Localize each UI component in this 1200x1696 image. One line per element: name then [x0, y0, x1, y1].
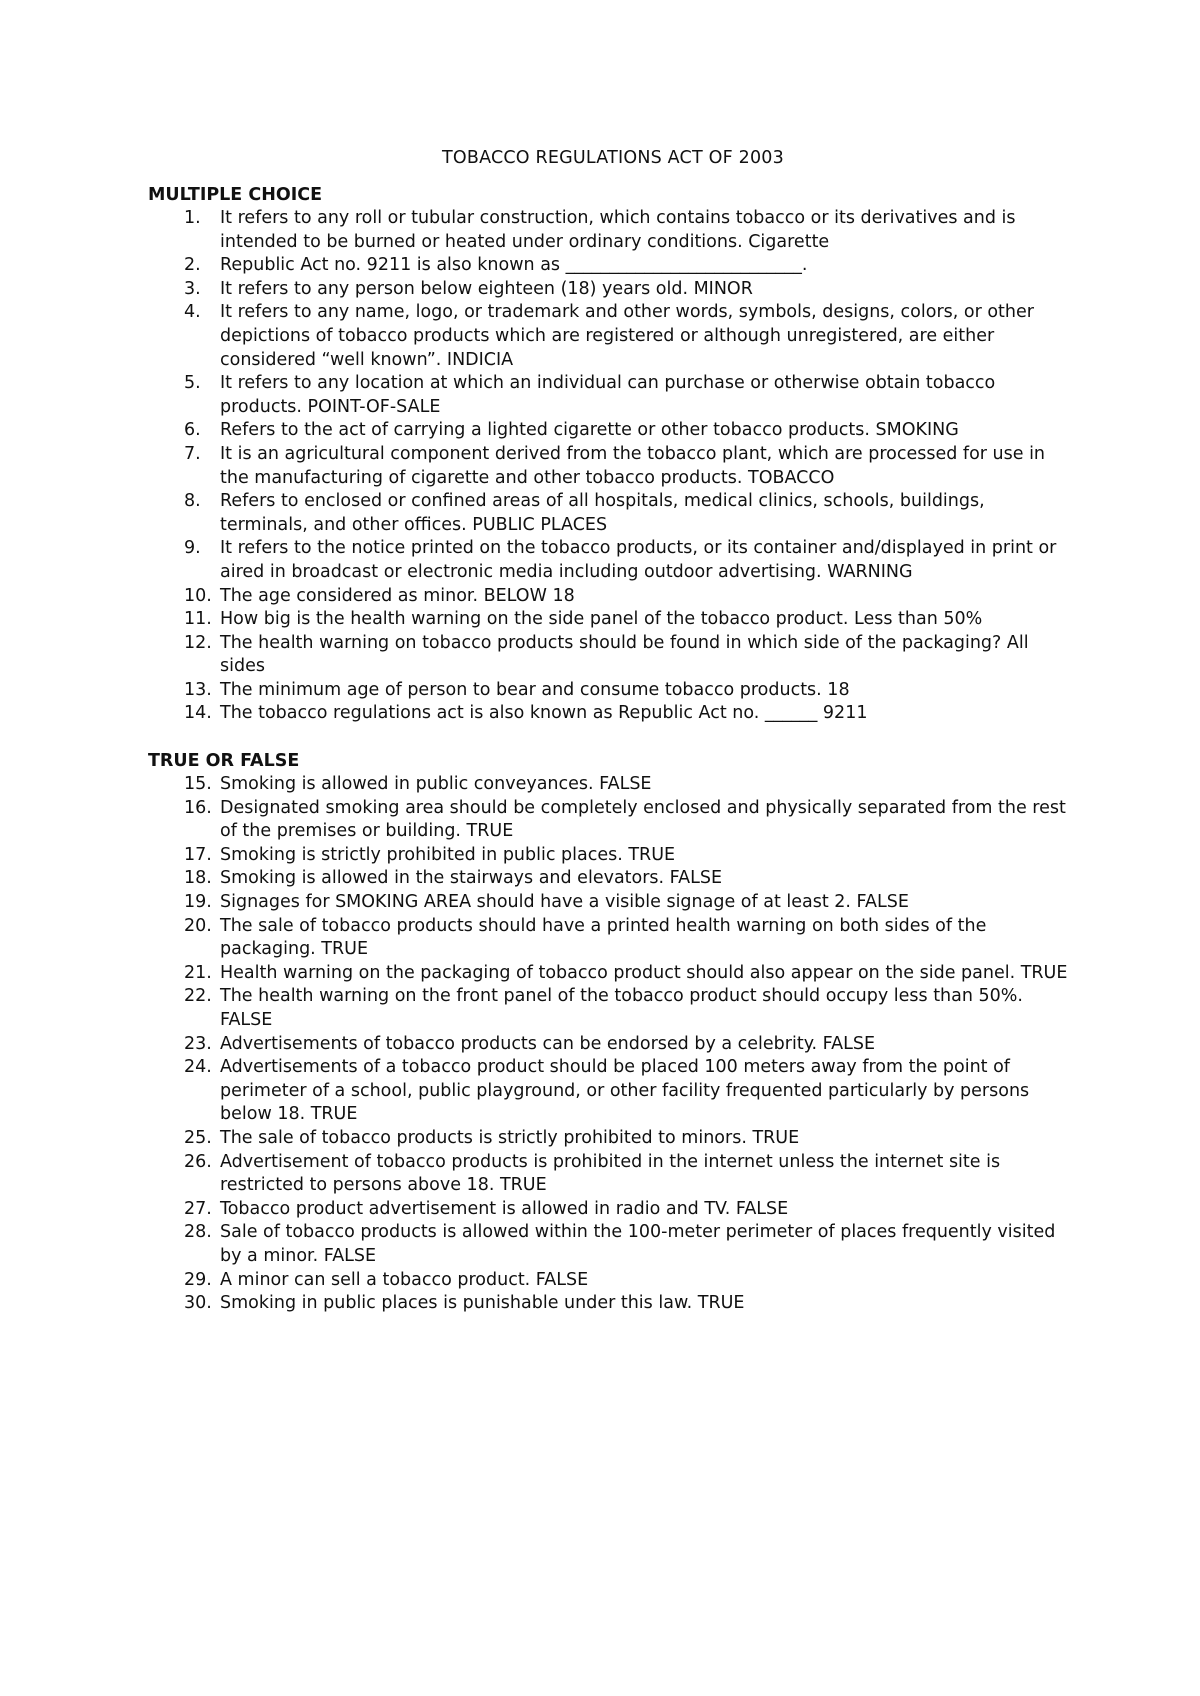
question-number: 8. — [184, 491, 201, 512]
question-number: 18. — [184, 868, 212, 889]
question-item — [148, 891, 1078, 915]
question-text: The health warning on tobacco products should be found in which side of the packaging? All sides — [220, 632, 1029, 677]
question-text: Sale of tobacco products is allowed within the 100-meter perimeter of places frequently visited by a minor. FALSE — [220, 1222, 1056, 1266]
question-text: Smoking is allowed in the stairways and elevators. FALSE — [220, 868, 723, 889]
question-item — [148, 985, 1078, 1032]
question-item — [148, 867, 1078, 891]
question-item — [148, 537, 1078, 584]
question-number: 1. — [184, 208, 201, 228]
question-number: 24. — [184, 1057, 212, 1078]
question-item — [148, 301, 1078, 372]
question-item — [148, 1151, 1078, 1198]
question-item — [148, 1127, 1078, 1151]
section-heading-true-or-false: TRUE OR FALSE — [148, 751, 300, 772]
question-text: Signages for SMOKING AREA should have a visible signage of at least 2. FALSE — [220, 892, 909, 913]
question-item — [148, 844, 1078, 868]
question-number: 6. — [184, 420, 201, 441]
question-item — [148, 1056, 1078, 1127]
question-number: 3. — [184, 278, 201, 299]
question-text: It refers to any location at which an individual can purchase or otherwise obtain tobacco products. POINT-OF-SALE — [220, 373, 996, 417]
question-item — [148, 1198, 1078, 1222]
question-text: The health warning on the front panel of the tobacco product should occupy less than 50%. FALSE — [220, 986, 1023, 1030]
question-text: Health warning on the packaging of tobacco product should also appear on the side panel. TRUE — [220, 962, 1068, 983]
question-text: It refers to any person below eighteen (18) years old. MINOR — [220, 278, 753, 299]
question-text: Advertisements of a tobacco product should be placed 100 meters away from the point of perimeter of a school, public playground, or other facility frequented particularly by persons below 18. TRUE — [220, 1057, 1030, 1125]
question-text: Designated smoking area should be completely enclosed and physically separated from the rest of the premises or building. TRUE — [220, 797, 1066, 842]
question-number: 28. — [184, 1222, 212, 1243]
question-item — [148, 419, 1078, 443]
question-text: Advertisements of tobacco products can be endorsed by a celebrity. FALSE — [220, 1033, 876, 1054]
question-item — [148, 962, 1078, 986]
question-item — [148, 608, 1078, 632]
question-text: A minor can sell a tobacco product. FALSE — [220, 1269, 589, 1290]
question-text: Smoking is strictly prohibited in public places. TRUE — [220, 844, 676, 865]
question-text: Tobacco product advertisement is allowed in radio and TV. FALSE — [220, 1198, 789, 1219]
question-number: 22. — [184, 986, 212, 1007]
question-item — [148, 1221, 1078, 1268]
multiple-choice-list — [148, 207, 1078, 726]
document-page — [148, 146, 1078, 1316]
question-text: The sale of tobacco products is strictly prohibited to minors. TRUE — [220, 1127, 800, 1148]
question-number: 14. — [184, 703, 212, 724]
question-number: 23. — [184, 1033, 212, 1054]
question-item — [148, 1292, 1078, 1316]
question-number: 10. — [184, 585, 212, 606]
question-text: The minimum age of person to bear and consume tobacco products. 18 — [220, 679, 850, 700]
question-text: It refers to the notice printed on the tobacco products, or its container and/displayed in print or aired in broadcast or electronic media including outdoor advertising. WARNING — [220, 538, 1057, 582]
question-number: 29. — [184, 1269, 212, 1290]
question-item — [148, 207, 1078, 254]
document-title: TOBACCO REGULATIONS ACT OF 2003 — [442, 148, 784, 168]
question-item — [148, 443, 1078, 490]
question-text: How big is the health warning on the side panel of the tobacco product. Less than 50% — [220, 609, 983, 630]
section-heading-multiple-choice: MULTIPLE CHOICE — [148, 185, 323, 205]
question-text: It is an agricultural component derived from the tobacco plant, which are processed for use in the manufacturing of cigarette and other tobacco products. TOBACCO — [220, 443, 1046, 488]
question-text: The age considered as minor. BELOW 18 — [220, 585, 575, 606]
question-number: 9. — [184, 538, 201, 559]
question-number: 16. — [184, 797, 212, 818]
question-number: 15. — [184, 774, 212, 795]
question-number: 19. — [184, 892, 212, 913]
question-number: 21. — [184, 962, 212, 983]
question-item — [148, 632, 1078, 679]
question-text: The sale of tobacco products should have a printed health warning on both sides of the packaging. TRUE — [220, 915, 987, 960]
true-or-false-list — [148, 773, 1078, 1316]
question-text: Smoking in public places is punishable under this law. TRUE — [220, 1293, 745, 1314]
question-item — [148, 278, 1078, 302]
question-text: Republic Act no. 9211 is also known as ___________________________. — [220, 255, 808, 276]
question-number: 2. — [184, 255, 201, 276]
question-text: It refers to any name, logo, or trademark and other words, symbols, designs, colors, or other depictions of tobacco products which are registered or although unregistered, are either considered “well known”. INDICIA — [220, 302, 1034, 370]
question-item — [148, 1033, 1078, 1057]
question-number: 4. — [184, 302, 201, 323]
question-item — [148, 585, 1078, 609]
question-item — [148, 1269, 1078, 1293]
question-item — [148, 372, 1078, 419]
question-text: The tobacco regulations act is also known as Republic Act no. ______ 9211 — [220, 703, 868, 724]
question-text: Smoking is allowed in public conveyances. FALSE — [220, 774, 652, 795]
question-text: Advertisement of tobacco products is prohibited in the internet unless the internet site is restricted to persons above 18. TRUE — [220, 1151, 1001, 1196]
question-item — [148, 702, 1078, 726]
question-item — [148, 773, 1078, 797]
question-number: 11. — [184, 609, 212, 630]
question-number: 25. — [184, 1127, 212, 1148]
question-number: 13. — [184, 679, 212, 700]
question-number: 30. — [184, 1293, 212, 1314]
question-text: Refers to the act of carrying a lighted cigarette or other tobacco products. SMOKING — [220, 420, 959, 441]
question-number: 17. — [184, 844, 212, 865]
question-item — [148, 797, 1078, 844]
question-number: 27. — [184, 1198, 212, 1219]
question-number: 20. — [184, 915, 212, 936]
question-text: Refers to enclosed or confined areas of all hospitals, medical clinics, schools, buildings, terminals, and other offices. PUBLIC PLACES — [220, 491, 985, 535]
question-number: 5. — [184, 373, 201, 394]
question-number: 12. — [184, 632, 212, 653]
question-item — [148, 254, 1078, 278]
question-number: 7. — [184, 443, 201, 464]
question-item — [148, 915, 1078, 962]
question-item — [148, 490, 1078, 537]
question-text: It refers to any roll or tubular construction, which contains tobacco or its derivatives and is intended to be burned or heated under ordinary conditions. Cigarette — [220, 208, 1016, 252]
question-number: 26. — [184, 1151, 212, 1172]
question-item — [148, 679, 1078, 703]
